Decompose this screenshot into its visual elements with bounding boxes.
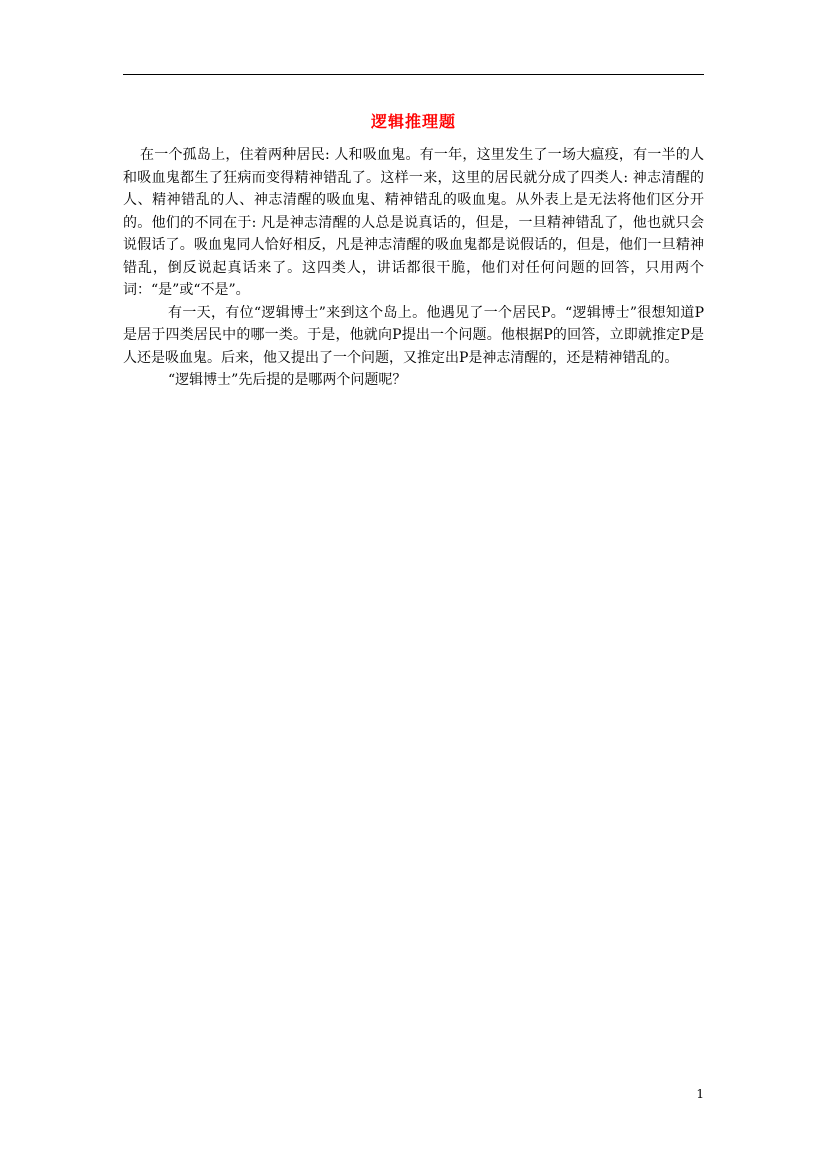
page-number: 1 [696,1087,704,1101]
document-body [123,144,704,392]
header-rule [123,74,704,75]
paragraph-2: 有一天，有位“逻辑博士”来到这个岛上。他遇见了一个居民P。“逻辑博士”很想知道P是居于四类居民中的哪一类。于是，他就向P提出一个问题。他根据P的回答，立即就推定P是人还是吸血鬼。后来，他又提出了一个问题，又推定出P是神志清醒的，还是精神错乱的。 [123,304,704,366]
page-title: 逻辑推理题 [370,112,456,131]
paragraph-3: “逻辑博士”先后提的是哪两个问题呢？ [168,372,407,388]
paragraph-1: 在一个孤岛上，住着两种居民: 人和吸血鬼。有一年，这里发生了一场大瘟疫，有一半的人和吸血鬼都生了狂病而变得精神错乱了。这样一来，这里的居民就分成了四类人: 神志清醒的人、精神错乱的人、神志清醒的吸血鬼、精神错乱的吸血鬼。从外表上是无法将他们区分开的。他们的不同在于: 凡是神志清醒的人总是说真话的，但是，一旦精神错乱了，他也就只会说假话了。吸血鬼同人恰好相反，凡是神志清醒的吸血鬼都是说假话的，但是，他们一旦精神错乱，倒反说起真话来了。这四类人，讲话都很干脆，他们对任何问题的回答，只用两个词：“是”或“不是”。 [123,147,704,298]
